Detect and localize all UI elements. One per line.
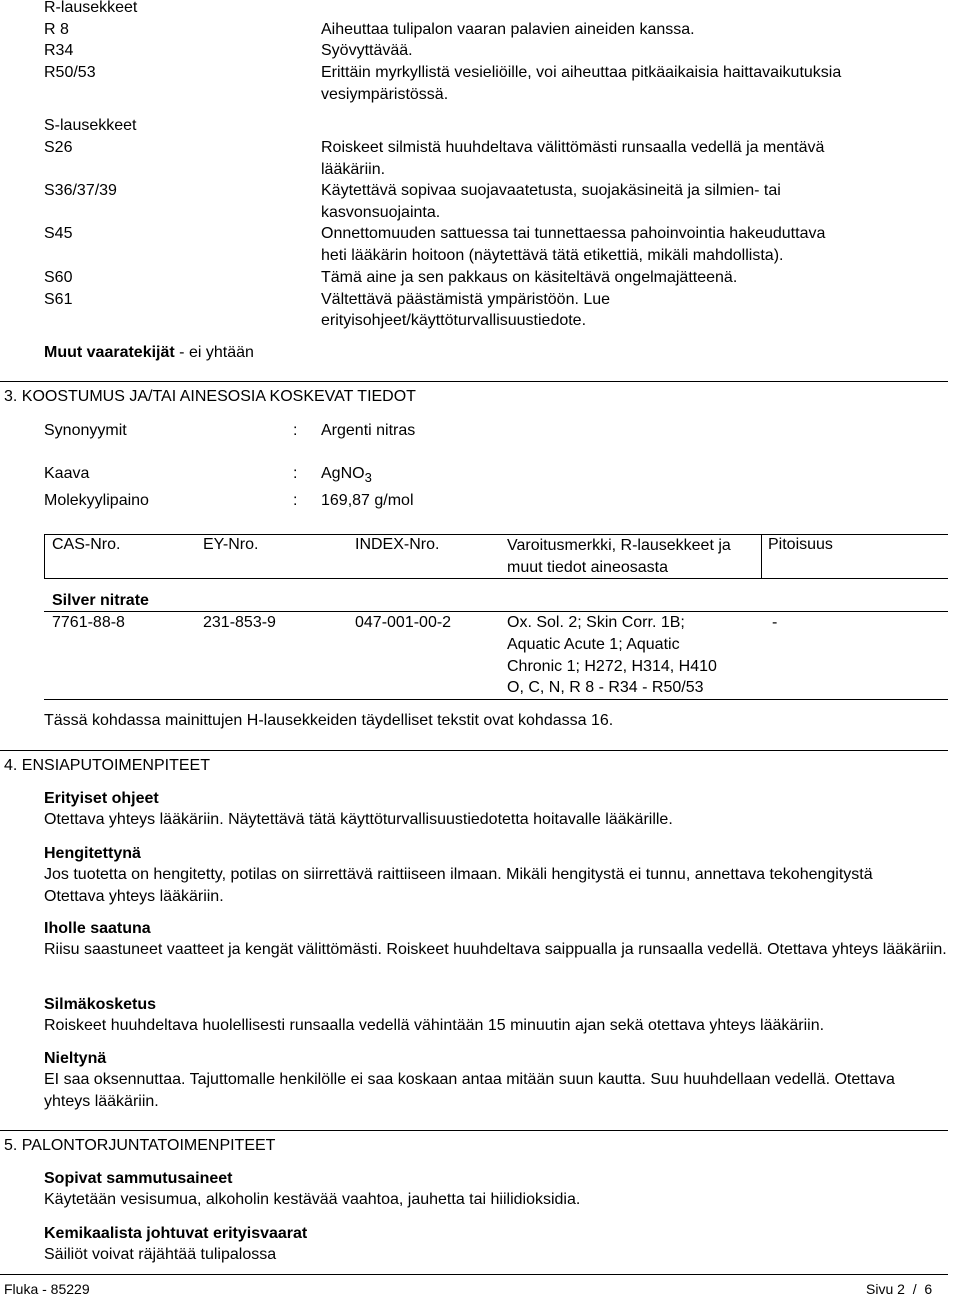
section-divider <box>0 750 948 751</box>
r-phrase-text: vesiympäristössä. <box>321 86 449 103</box>
footer-divider <box>0 1274 948 1275</box>
synonyms-value: Argenti nitras <box>321 422 416 439</box>
cell-index: 047-001-00-2 <box>355 614 452 631</box>
col-header-cas: CAS-Nro. <box>52 536 121 553</box>
s-phrase-code: S61 <box>44 291 73 308</box>
first-aid-ingestion-title: Nieltynä <box>44 1050 107 1067</box>
special-hazards-text: Säiliöt voivat räjähtää tulipalossa <box>44 1246 277 1263</box>
table-substance-rule <box>44 611 948 612</box>
col-header-index: INDEX-Nro. <box>355 536 440 553</box>
extinguishing-media-text: Käytetään vesisumua, alkoholin kestävää vaahtoa, jauhetta tai hiilidioksidia. <box>44 1191 581 1208</box>
section-3-heading: 3. KOOSTUMUS JA/TAI AINESOSIA KOSKEVAT TIEDOT <box>4 388 416 405</box>
cell-ec: 231-853-9 <box>203 614 276 631</box>
section-divider <box>0 1130 948 1131</box>
r-phrase-text: Aiheuttaa tulipalon vaaran palavien aineiden kanssa. <box>321 21 695 38</box>
s-phrase-code: S45 <box>44 225 73 242</box>
first-aid-skin-text: Riisu saastuneet vaatteet ja kengät välittömästi. Roiskeet huuhdeltava saippualla ja runsaalla vedellä. Otettava yhteys lääkäriin. <box>44 941 947 958</box>
cell-classification-line: Aquatic Acute 1; Aquatic <box>507 636 680 653</box>
r-phrase-code: R50/53 <box>44 64 96 81</box>
footer-product: Fluka - 85229 <box>4 1281 90 1297</box>
first-aid-eye-title: Silmäkosketus <box>44 996 157 1013</box>
other-hazards-label: Muut vaaratekijät <box>44 344 175 361</box>
s-phrase-text: lääkäriin. <box>321 161 386 178</box>
colon: : <box>293 422 298 439</box>
section-4-heading: 4. ENSIAPUTOIMENPITEET <box>4 757 210 774</box>
table-header-rule <box>44 578 948 579</box>
col-header-concentration: Pitoisuus <box>768 536 833 553</box>
colon: : <box>293 492 298 509</box>
r-phrase-text: Erittäin myrkyllistä vesieliöille, voi aiheuttaa pitkäaikaisia haittavaikutuksia <box>321 64 842 81</box>
r-phrase-text: Syövyttävää. <box>321 42 413 59</box>
colon: : <box>293 465 298 482</box>
other-hazards-value: - ei yhtään <box>179 344 254 361</box>
section-5-heading: 5. PALONTORJUNTATOIMENPITEET <box>4 1137 276 1154</box>
synonyms-label: Synonyymit <box>44 422 127 439</box>
s-phrase-code: S60 <box>44 269 73 286</box>
table-border-left <box>44 534 45 579</box>
r-phrases-title: R-lausekkeet <box>44 0 138 16</box>
molecular-weight-label: Molekyylipaino <box>44 492 149 509</box>
s-phrase-text: kasvonsuojainta. <box>321 204 441 221</box>
first-aid-inhalation-text: Jos tuotetta on hengitetty, potilas on siirrettävä raittiiseen ilmaan. Mikäli hengitystä ei tunnu, annettava tekohengitystä Otettava yhteys lääkäriin. <box>44 866 873 905</box>
first-aid-general-title: Erityiset ohjeet <box>44 790 159 807</box>
s-phrase-code: S36/37/39 <box>44 182 117 199</box>
other-hazards <box>44 343 254 362</box>
cell-classification-line: Ox. Sol. 2; Skin Corr. 1B; <box>507 614 685 631</box>
s-phrase-text: Tämä aine ja sen pakkaus on käsiteltävä ongelmajätteenä. <box>321 269 738 286</box>
first-aid-general-text: Otettava yhteys lääkäriin. Näytettävä tätä käyttöturvallisuustiedotetta hoitavalle lääkärille. <box>44 811 673 828</box>
r-phrase-code: R34 <box>44 42 74 59</box>
molecular-weight-value: 169,87 g/mol <box>321 492 414 509</box>
col-header-classification: Varoitusmerkki, R-lausekkeet ja muut tiedot aineosasta <box>507 537 731 576</box>
cell-classification-line: O, C, N, R 8 - R34 - R50/53 <box>507 679 704 696</box>
s-phrase-text: Roiskeet silmistä huuhdeltava välittömästi runsaalla vedellä ja mentävä <box>321 139 825 156</box>
first-aid-eye-text: Roiskeet huuhdeltava huolellisesti runsaalla vedellä vähintään 15 minuutin ajan sekä otettava yhteys lääkäriin. <box>44 1017 825 1034</box>
substance-name: Silver nitrate <box>52 592 149 609</box>
table-border-bottom <box>44 699 948 700</box>
s-phrase-text: erityisohjeet/käyttöturvallisuustiedote. <box>321 312 587 329</box>
first-aid-ingestion-text: EI saa oksennuttaa. Tajuttomalle henkilölle ei saa koskaan antaa mitään suun kautta. Suu huuhdellaan vedellä. Otettava yhteys lääkäriin. <box>44 1071 895 1110</box>
section-divider <box>0 381 948 382</box>
s-phrase-text: Vältettävä päästämistä ympäristöön. Lue <box>321 291 611 308</box>
s-phrases-title: S-lausekkeet <box>44 117 137 134</box>
extinguishing-media-title: Sopivat sammutusaineet <box>44 1170 233 1187</box>
formula-subscript: 3 <box>364 470 372 485</box>
cell-concentration: - <box>772 614 778 631</box>
table-column-rule <box>761 534 762 579</box>
s-phrase-text: Onnettomuuden sattuessa tai tunnettaessa pahoinvointia hakeuduttava <box>321 225 826 242</box>
formula-base: AgNO <box>321 465 365 482</box>
s-phrase-text: Käytettävä sopivaa suojavaatetusta, suojakäsineitä ja silmien- tai <box>321 182 781 199</box>
formula-value <box>321 464 372 483</box>
h-statements-note: Tässä kohdassa mainittujen H-lausekkeiden täydelliset tekstit ovat kohdassa 16. <box>44 712 614 729</box>
cell-classification-line: Chronic 1; H272, H314, H410 <box>507 658 717 675</box>
first-aid-skin-title: Iholle saatuna <box>44 920 151 937</box>
cell-cas: 7761-88-8 <box>52 614 125 631</box>
col-header-ec: EY-Nro. <box>203 536 259 553</box>
footer-page-number: Sivu 2 / 6 <box>866 1281 933 1297</box>
r-phrase-code: R 8 <box>44 21 69 38</box>
s-phrase-code: S26 <box>44 139 73 156</box>
formula-label: Kaava <box>44 465 90 482</box>
special-hazards-title: Kemikaalista johtuvat erityisvaarat <box>44 1225 308 1242</box>
first-aid-inhalation-title: Hengitettynä <box>44 845 141 862</box>
s-phrase-text: heti lääkärin hoitoon (näytettävä tätä etikettiä, mikäli mahdollista). <box>321 247 784 264</box>
